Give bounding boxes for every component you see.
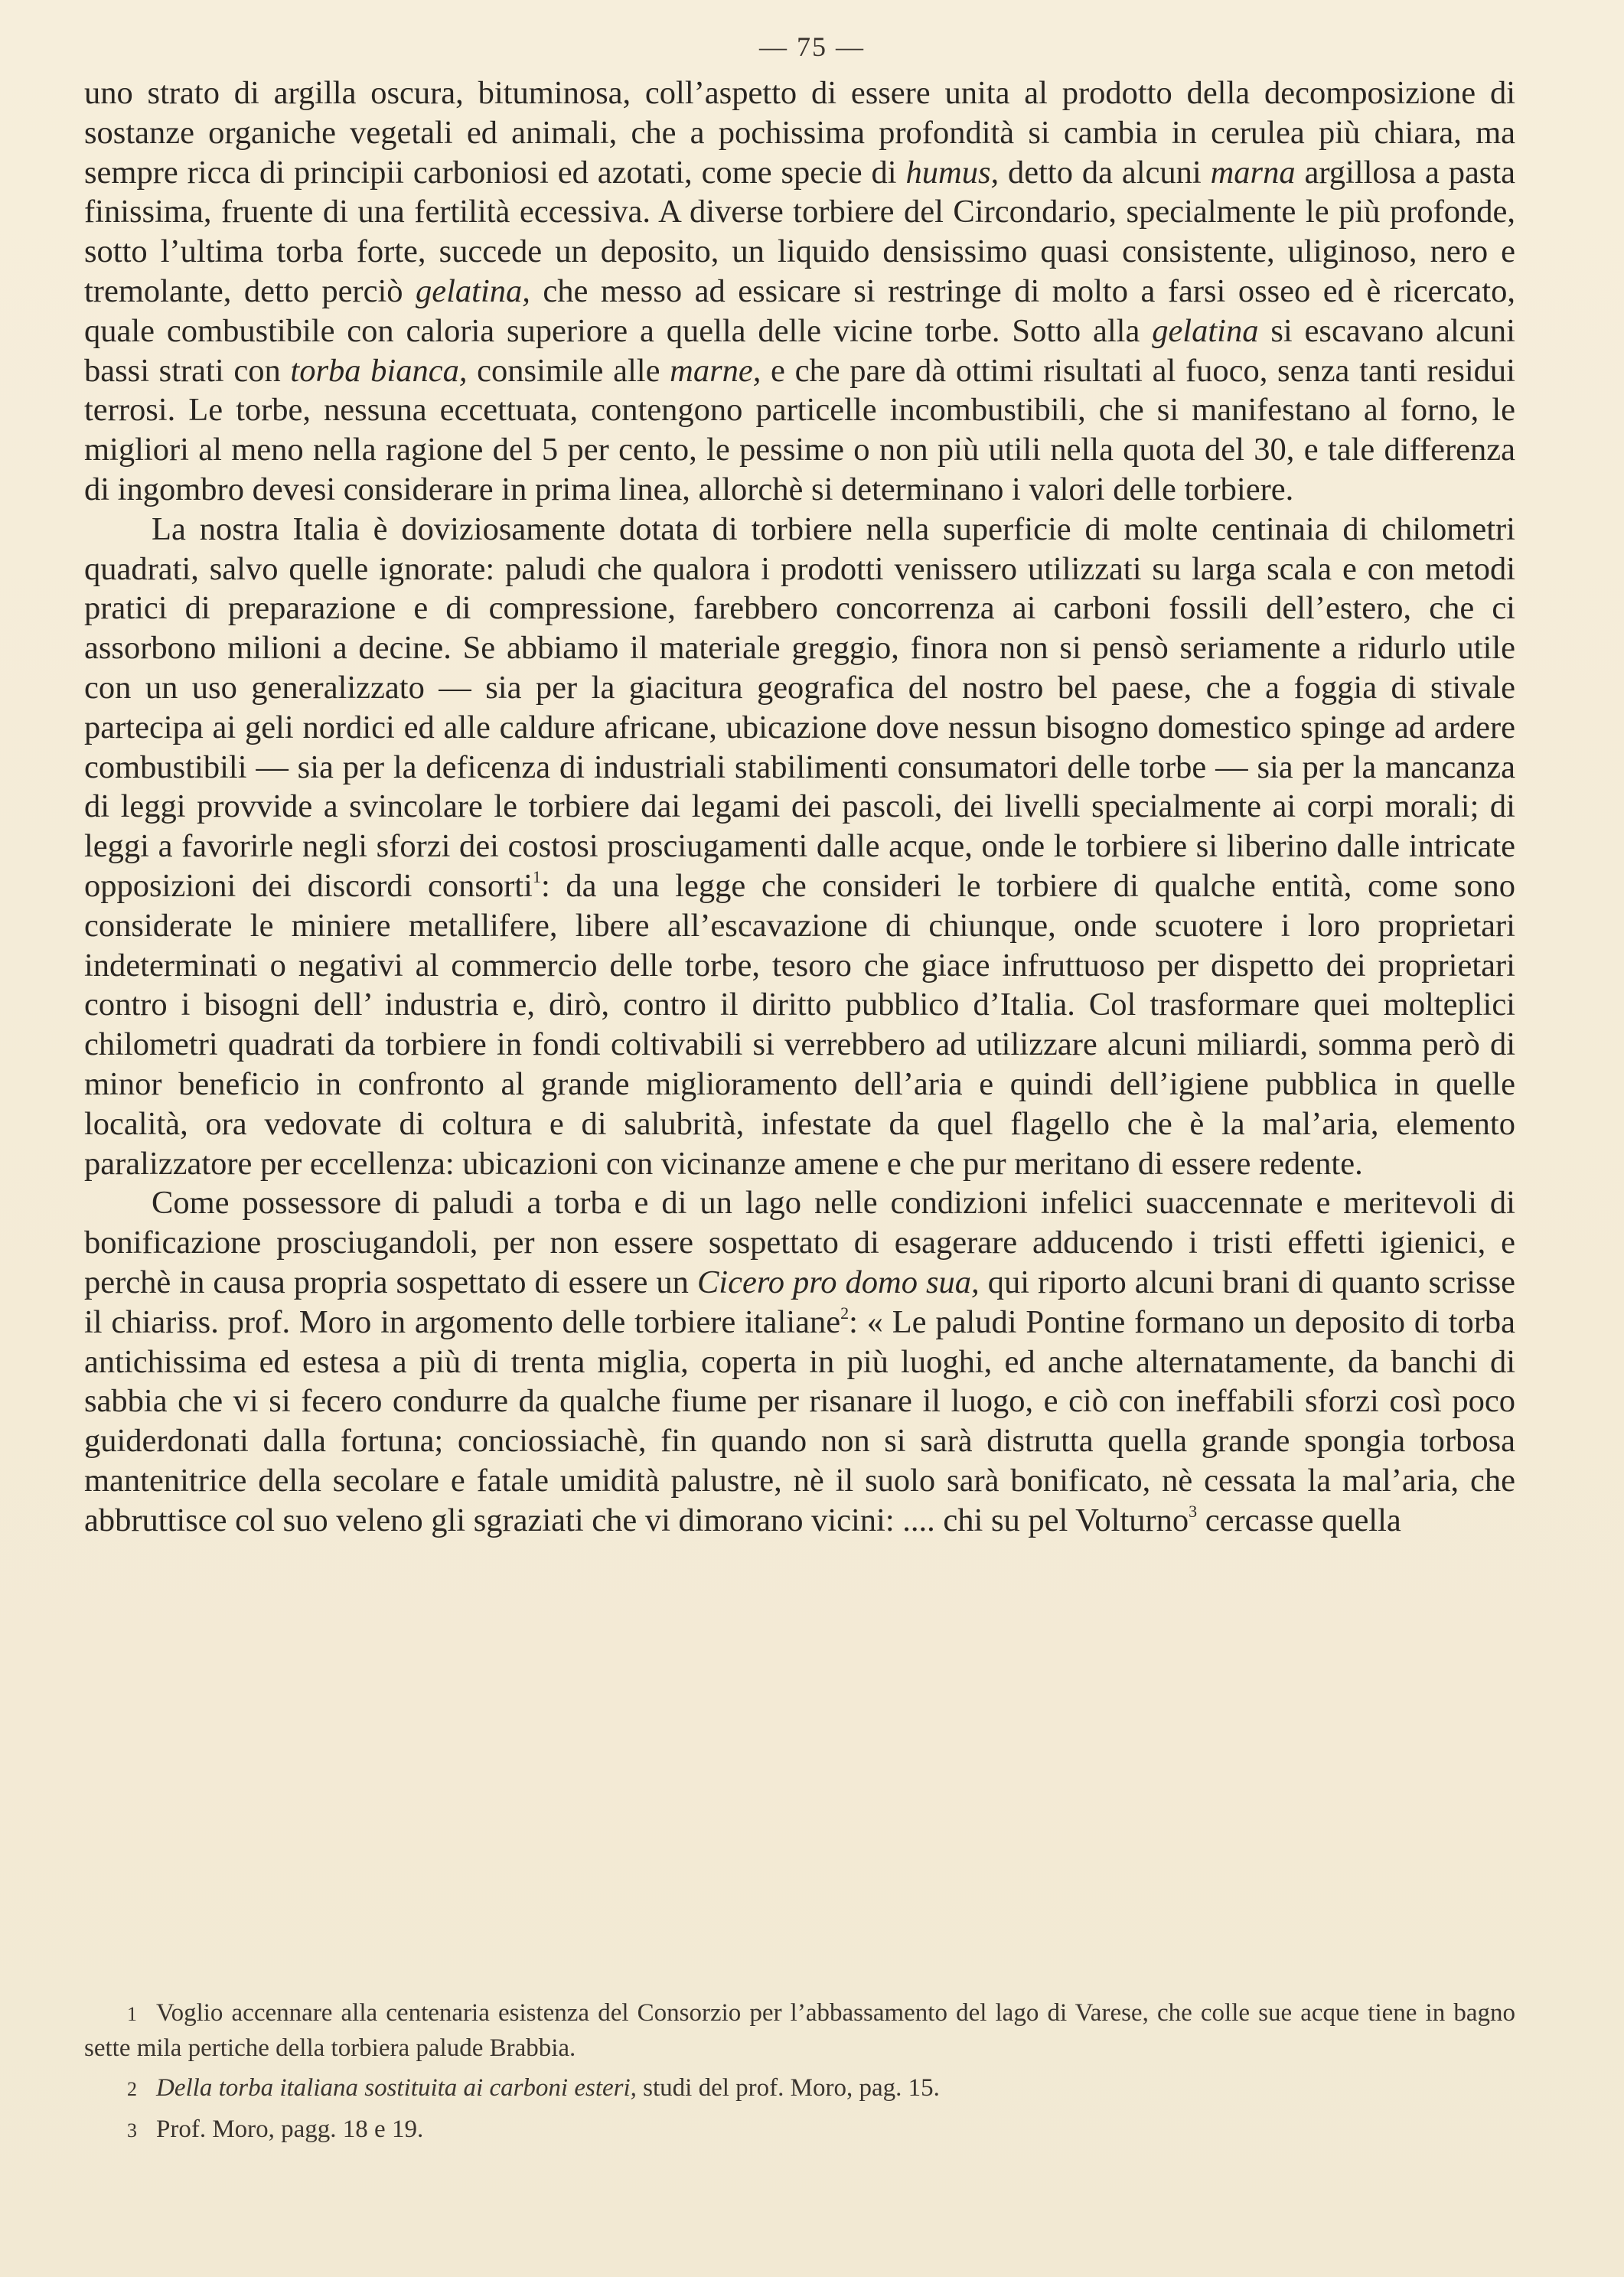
italic-text: marna: [1210, 154, 1296, 191]
text-run: La nostra Italia è doviziosamente dotata di torbiere nella superficie di molte centinaia di chilometri quadrati, salvo quelle ignorate: paludi che qualora i prodotti venissero utilizzati su larga scala e con metodi pratici di preparazione e di compressione, farebbero concorrenza ai carboni fossili dell’estero, che ci assorbono milioni a decine. Se abbiamo il materiale greggio, finora non si pensò seriamente a ridurlo utile con un uso generalizzato — sia per la giacitura geografica del nostro bel paese, che a foggia di stivale partecipa ai geli nordici ed alle caldure africane, ubicazione dove nessun bisogno domestico spinge ad ardere combustibili — sia per la deficenza di industriali stabilimenti consumatori delle torbe — sia per la mancanza di leggi provvide a svincolare le torbiere dai legami dei pascoli, dei livelli specialmente ai corpi morali; di leggi a favorirle negli sforzi dei costosi prosciugamenti dalle acque, onde le torbiere si liberino dalle intricate opposizioni dei discordi consorti: [84, 511, 1515, 904]
text-run: Come possessore di paludi a torba e di un lago nelle condizioni infelici suaccennate e meritevoli di bonificazione prosciugandoli, per non essere sospettato di esagerare adducendo i tristi effetti igienici, e perchè in causa propria sospettato di essere un: [84, 1185, 1515, 1300]
page-number: — 75 —: [759, 31, 865, 62]
text-run: detto da alcuni: [999, 154, 1211, 191]
italic-text: torba bianca,: [290, 352, 468, 389]
footnote-number: 2: [127, 2078, 137, 2100]
footnote-ref: 1: [532, 866, 541, 886]
text-run: : « Le paludi Pontine formano un deposito di torba antichissima ed estesa a più di trenta miglia, coperta in più luoghi, ed anche alternatamente, da banchi di sabbia che vi si fecero condurre da qualche fiume per risanare il luogo, e ciò con ineffabili sforzi così poco guiderdonati dalla fortuna; conciossiachè, fin quando non si sarà distrutta quella grande spongia torbosa mantenitrice della secolare e fatale umidità palustre, nè il suolo sarà bonificato, nè cessata la mal’aria, che abbruttisce col suo veleno gli sgraziati che vi dimorano vicini: .... chi su pel Volturno: [84, 1303, 1515, 1538]
text-run: Prof. Moro, pagg. 18 e 19.: [156, 2116, 424, 2143]
text-run: e che pare dà ottimi risultati al fuoco, senza tanti residui terrosi. Le torbe, nessuna eccettuata, contengono particelle incombustibili, che si manifestano al forno, le migliori al meno nella ragione del 5 per cento, le pessime o non più utili nella quota del 30, e tale differenza di ingombro devesi considerare in prima linea, allorchè si determinano i valori delle torbiere.: [84, 352, 1515, 507]
text-run: cercasse quella: [1197, 1502, 1401, 1538]
footnote-ref: 2: [840, 1303, 850, 1323]
text-run: argillosa a pasta finissima, fruente di una fertilità eccessiva. A diverse torbiere del Circondario, specialmente le più profonde, sotto l’ultima torba forte, succede un deposito, un liquido densissimo quasi consistente, uliginoso, nero e tremolante, detto perciò: [84, 154, 1516, 309]
paragraph: [84, 73, 1515, 510]
footnote-ref: 3: [1189, 1501, 1198, 1521]
footnote: [84, 2112, 1515, 2148]
footnote: [84, 2071, 1515, 2106]
text-run: studi del prof. Moro, pag. 15.: [636, 2074, 940, 2102]
footnotes: [84, 1996, 1515, 2154]
italic-text: humus,: [905, 154, 1000, 191]
footnote: [84, 1996, 1515, 2065]
italic-text: Della torba italiana sostituita ai carboni esteri,: [156, 2074, 637, 2102]
text-run: che messo ad essicare si restringe di molto a farsi osseo ed è ricercato, quale combustibile con caloria superiore a quella delle vicine torbe. Sotto alla: [84, 272, 1515, 349]
text-run: qui riporto alcuni brani di quanto scrisse il chiariss. prof. Moro in argomento delle torbiere italiane: [84, 1264, 1515, 1340]
italic-text: gelatina: [1152, 312, 1259, 349]
text-run: uno strato di argilla oscura, bituminosa, coll’aspetto di essere unita al prodotto della decomposizione di sostanze organiche vegetali ed animali, che a pochissima profondità si cambia in cerulea più chiara, ma sempre ricca di principii carboniosi ed azotati, come specie di: [84, 75, 1515, 191]
italic-text: marne,: [670, 352, 761, 389]
paragraph: [84, 1183, 1515, 1540]
text-run: consimile alle: [467, 352, 670, 389]
text-run: : da una legge che consideri le torbiere di qualche entità, come sono considerate le miniere metallifere, libere all’escavazione di chiunque, onde scuotere i loro proprietari indeterminati o negativi al commercio delle torbe, tesoro che giace infruttuoso per dispetto dei proprietari contro i bisogni dell’ industria e, dirò, contro il diritto pubblico d’Italia. Col trasformare quei molteplici chilometri quadrati da torbiere in fondi coltivabili si verrebbero ad utilizzare alcuni miliardi, somma però di minor beneficio in confronto al grande miglioramento dell’aria e quindi dell’igiene pubblica in quelle località, ora vedovate di coltura e di salubrità, infestate da quel flagello che è la mal’aria, elemento paralizzatore per eccellenza: ubicazioni con vicinanze amene e che pur meritano di essere redente.: [84, 867, 1515, 1182]
italic-text: gelatina,: [416, 272, 530, 309]
paragraph: [84, 510, 1515, 1184]
text-run: Voglio accennare alla centenaria esistenza del Consorzio per l’abbassamento del lago di Varese, che colle sue acque tiene in bagno sette mila pertiche della torbiera palude Brabbia.: [84, 1999, 1515, 2062]
italic-text: Cicero pro domo sua,: [696, 1264, 980, 1300]
body-text: [84, 73, 1515, 1540]
footnote-number: 3: [127, 2119, 137, 2142]
footnote-number: 1: [127, 2003, 137, 2025]
text-run: si escavano alcuni bassi strati con: [84, 312, 1515, 389]
